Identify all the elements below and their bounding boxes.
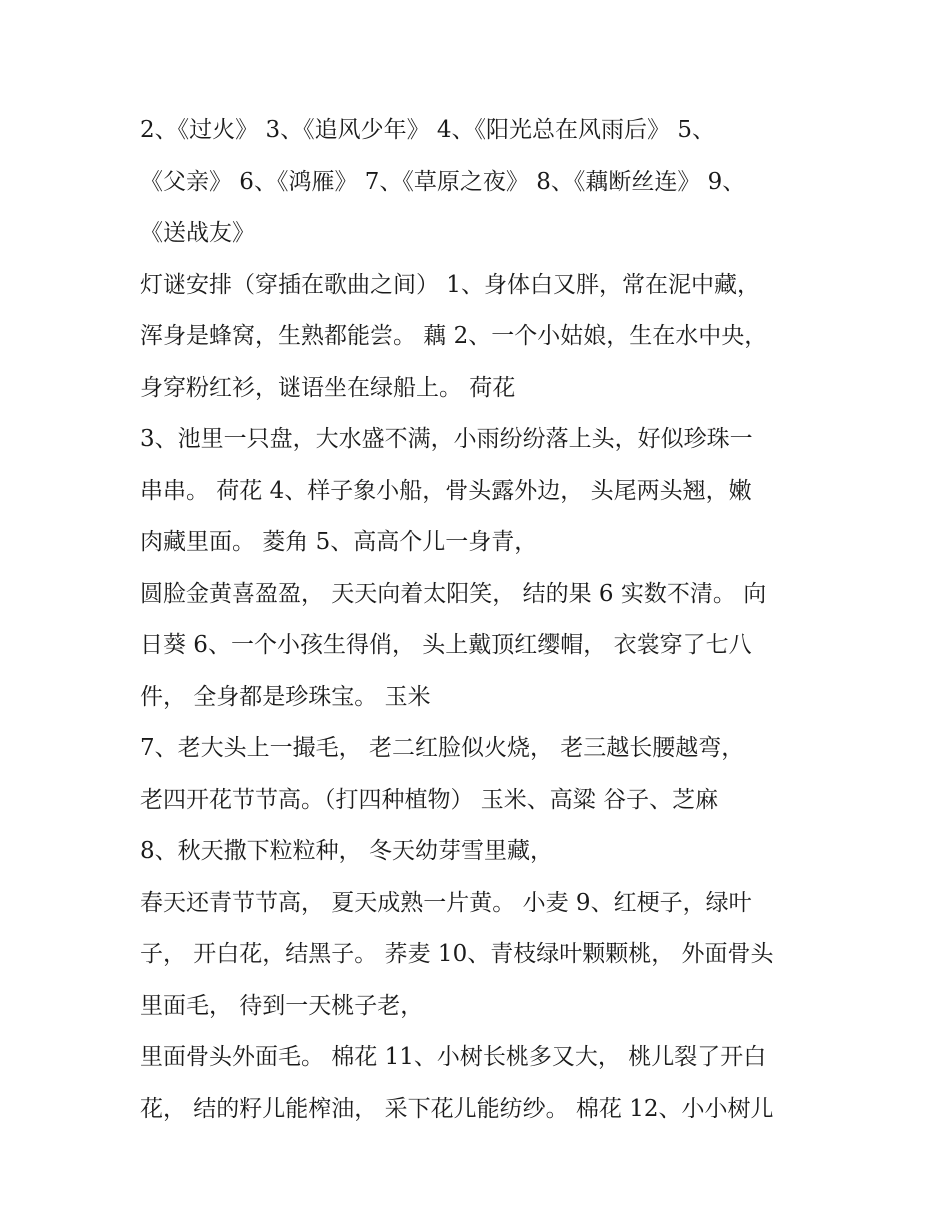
text-line: 7、老大头上一撮毛， 老二红脸似火烧， 老三越长腰越弯， — [140, 735, 745, 761]
text-line: 里面骨头外面毛。 棉花 11、小树长桃多又大， 桃儿裂了开白 — [140, 1044, 767, 1070]
text-line: 日葵 6、一个小孩生得俏， 头上戴顶红缨帽， 衣裳穿了七八 — [140, 632, 752, 658]
text-line: 子， 开白花，结黑子。 荞麦 10、青枝绿叶颗颗桃， 外面骨头 — [140, 941, 774, 967]
text-line: 肉藏里面。 菱角 5、高高个儿一身青， — [140, 529, 538, 555]
text-line: 春天还青节节高， 夏天成熟一片黄。 小麦 9、红梗子，绿叶 — [140, 889, 752, 916]
text-line: 3、池里一只盘，大水盛不满，小雨纷纷落上头，好似珍珠一 — [140, 426, 753, 452]
text-line: 串串。 荷花 4、样子象小船，骨头露外边， 头尾两头翘，嫩 — [140, 477, 752, 504]
text-line: 灯谜安排（穿插在歌曲之间） 1、身体白又胖，常在泥中藏， — [140, 271, 760, 298]
text-line: 2、《过火》 3、《追风少年》 4、《阳光总在风雨后》 5、 — [140, 117, 715, 143]
text-line: 身穿粉红衫，谜语坐在绿船上。 荷花 — [140, 374, 516, 401]
text-line: 件， 全身都是珍珠宝。 玉米 — [140, 683, 431, 710]
text-line: 《送战友》 — [140, 220, 255, 246]
text-line: 《父亲》 6、《鸿雁》 7、《草原之夜》 8、《藕断丝连》 9、 — [140, 168, 746, 195]
text-line: 花， 结的籽儿能榨油， 采下花儿能纺纱。 棉花 12、小小树儿 — [140, 1095, 774, 1122]
body-text — [140, 108, 820, 1138]
text-line: 浑身是蜂窝，生熟都能尝。 藕 2、一个小姑娘，生在水中央， — [140, 323, 768, 349]
text-line: 8、秋天撒下粒粒种， 冬天幼芽雪里藏， — [140, 838, 553, 864]
text-line: 里面毛， 待到一天桃子老， — [140, 992, 424, 1019]
text-line: 老四开花节节高。（打四种植物） 玉米、高粱 谷子、芝麻 — [140, 786, 719, 813]
text-line: 圆脸金黄喜盈盈， 天天向着太阳笑， 结的果 6 实数不清。 向 — [140, 580, 767, 607]
